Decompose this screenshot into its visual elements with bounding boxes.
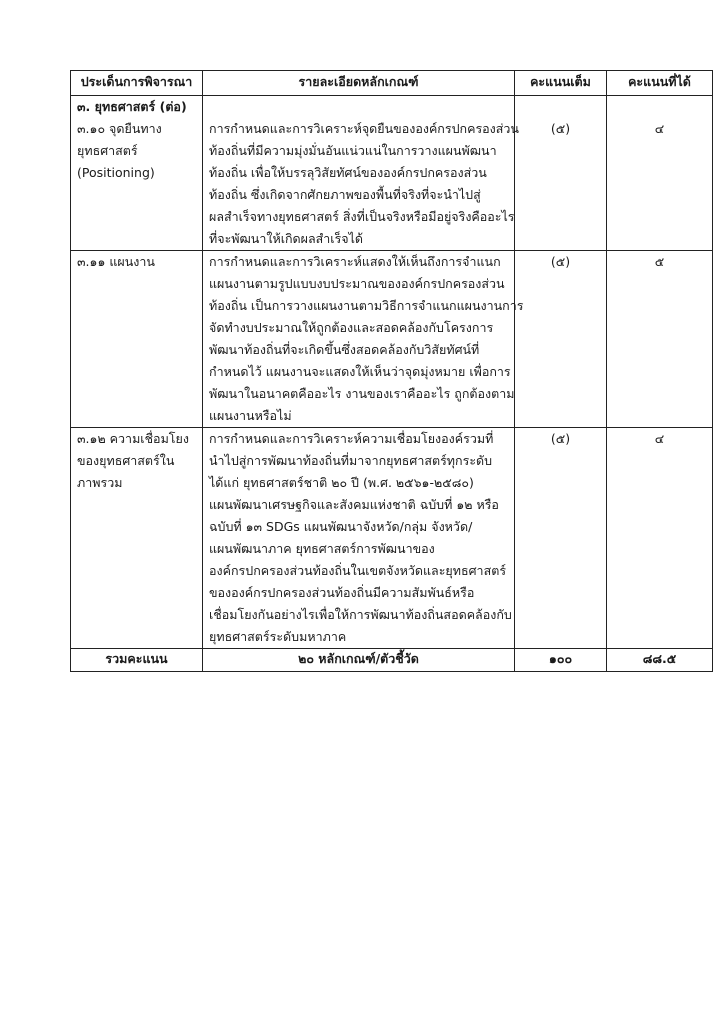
obtained-score-value: ๔ [654,121,665,136]
detail-line: การกำหนดและการวิเคราะห์จุดยืนขององค์กรปกครองส่วน [209,121,519,136]
detail-cell [203,96,519,251]
detail-line: ฉบับที่ ๑๓ SDGs แผนพัฒนาจังหวัด/กลุ่ม จังหวัด/ [209,519,473,534]
topic-line: ๓.๑๒ ความเชื่อมโยง [77,431,189,446]
total-obtained-score: ๘๘.๕ [607,649,713,672]
full-score-value: (๕) [550,121,571,136]
obtained-score-value: ๕ [654,254,665,269]
topic-line: ยุทธศาสตร์ [77,143,138,158]
detail-line: ขององค์กรปกครองส่วนท้องถิ่นมีความสัมพันธ์หรือ [209,585,475,600]
detail-line: ท้องถิ่น เพื่อให้บรรลุวิสัยทัศน์ขององค์กรปกครองส่วน [209,165,487,180]
detail-line: ท้องถิ่น ซึ่งเกิดจากศักยภาพของพื้นที่จริงที่จะนำไปสู่ [209,187,481,202]
detail-line: ผลสำเร็จทางยุทธศาสตร์ สิ่งที่เป็นจริงหรือมีอยู่จริงคืออะไร [209,209,515,224]
detail-line: แผนพัฒนาภาค ยุทธศาสตร์การพัฒนาของ [209,541,435,556]
topic-cell [71,96,203,251]
detail-line: แผนงานตามรูปแบบงบประมาณขององค์กรปกครองส่วน [209,276,505,291]
detail-line: ที่จะพัฒนาให้เกิดผลสำเร็จได้ [209,231,364,246]
detail-line: การกำหนดและการวิเคราะห์ความเชื่อมโยงองค์รวมที่ [209,431,494,446]
table-row [71,251,713,428]
full-score-cell [515,428,607,649]
header-topic: ประเด็นการพิจารณา [71,71,203,96]
total-label: รวมคะแนน [71,649,203,672]
obtained-score-cell [607,96,713,251]
full-score-value: (๕) [550,254,571,269]
detail-line: ท้องถิ่นที่มีความมุ่งมั่นอันแน่วแน่ในการวางแผนพัฒนา [209,143,497,158]
detail-line: กำหนดไว้ แผนงานจะแสดงให้เห็นว่าจุดมุ่งหมาย เพื่อการ [209,364,511,379]
full-score-cell [515,96,607,251]
detail-line: พัฒนาในอนาคตคืออะไร งานของเราคืออะไร ถูกต้องตาม [209,386,515,401]
header-detail: รายละเอียดหลักเกณฑ์ [203,71,515,96]
detail-cell [203,428,515,649]
obtained-score-cell [607,251,713,428]
table-row [71,428,713,649]
detail-line: จัดทำงบประมาณให้ถูกต้องและสอดคล้องกับโครงการ [209,320,494,335]
table-header-row [71,71,713,96]
topic-cell [71,428,203,649]
criteria-table [70,70,713,672]
detail-line: ได้แก่ ยุทธศาสตร์ชาติ ๒๐ ปี (พ.ศ. ๒๕๖๑-๒๕๘๐) [209,475,474,490]
detail-line: องค์กรปกครองส่วนท้องถิ่นในเขตจังหวัดและยุทธศาสตร์ [209,563,507,578]
total-full-score: ๑๐๐ [515,649,607,672]
detail-line: พัฒนาท้องถิ่นที่จะเกิดขึ้นซึ่งสอดคล้องกับวิสัยทัศน์ที่ [209,342,480,357]
header-full-score: คะแนนเต็ม [515,71,607,96]
detail-line: เชื่อมโยงกันอย่างไรเพื่อให้การพัฒนาท้องถิ่นสอดคล้องกับ [209,607,512,622]
topic-line: ของยุทธศาสตร์ใน [77,453,175,468]
topic-line: (Positioning) [77,165,155,180]
topic-line: ๓.๑๐ จุดยืนทาง [77,121,162,136]
topic-line: ภาพรวม [77,475,123,490]
detail-line: แผนงานหรือไม่ [209,408,292,423]
table-row [71,96,713,251]
topic-cell [71,251,203,428]
detail-line: นำไปสู่การพัฒนาท้องถิ่นที่มาจากยุทธศาสตร์ทุกระดับ [209,453,493,468]
full-score-cell [515,251,607,428]
total-row [71,649,713,672]
section-title: ๓. ยุทธศาสตร์ (ต่อ) [77,99,187,114]
obtained-score-cell [607,428,713,649]
total-criteria-count: ๒๐ หลักเกณฑ์/ตัวชี้วัด [203,649,515,672]
topic-line: ๓.๑๑ แผนงาน [77,254,155,269]
detail-cell [203,251,524,428]
detail-line: ยุทธศาสตร์ระดับมหาภาค [209,629,347,644]
detail-line: การกำหนดและการวิเคราะห์แสดงให้เห็นถึงการจำแนก [209,254,501,269]
detail-line: แผนพัฒนาเศรษฐกิจและสังคมแห่งชาติ ฉบับที่ ๑๒ หรือ [209,497,499,512]
detail-line: ท้องถิ่น เป็นการวางแผนงานตามวิธีการจำแนกแผนงานการ [209,298,524,313]
full-score-value: (๕) [550,431,571,446]
obtained-score-value: ๔ [654,431,665,446]
header-obtained-score: คะแนนที่ได้ [607,71,713,96]
